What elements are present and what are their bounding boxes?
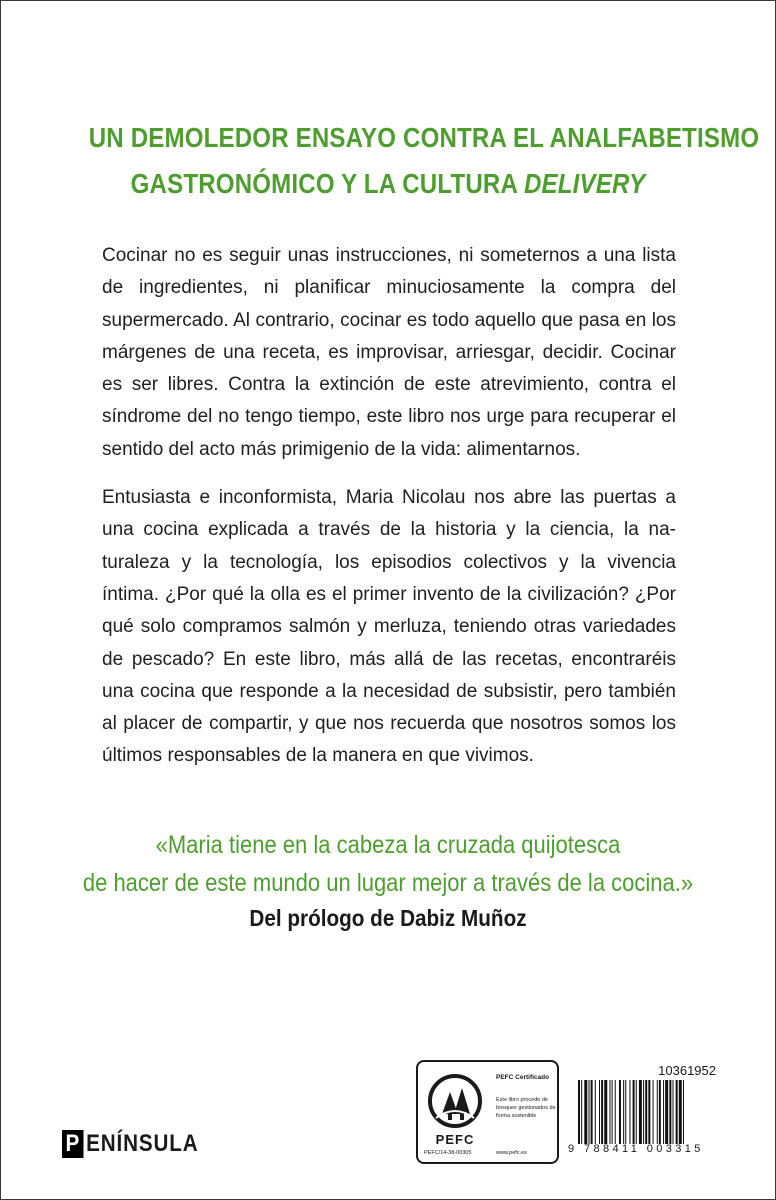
pefc-certified: PEFC Certificado xyxy=(496,1074,550,1081)
barcode-icon xyxy=(578,1080,716,1144)
headline xyxy=(88,115,760,207)
barcode-id: 10361952 xyxy=(658,1063,716,1078)
quote-line-1: «Maria tiene en la cabeza la cruzada quijotesca xyxy=(155,831,621,859)
publisher-logo-text: ENÍNSULA xyxy=(86,1130,199,1157)
publisher-logo xyxy=(62,1130,198,1158)
publisher-logo-initial: P xyxy=(62,1130,84,1158)
pefc-tree-icon xyxy=(428,1074,482,1128)
pefc-label xyxy=(416,1060,559,1164)
headline-line-2-text: GASTRONÓMICO Y LA CULTURA xyxy=(130,168,524,199)
barcode-digits: 9 788411 003315 xyxy=(568,1143,704,1155)
quote-attribution: Del prólogo de Dabiz Muñoz xyxy=(249,905,527,931)
synopsis-paragraph-1: Cocinar no es seguir unas instrucciones, ni someternos a una lista de ingredientes, ni planificar minuciosamente la compra del supermercado. Al contrario, cocinar es todo aquello que pasa en los márgenes de una receta, es improvisar, arriesgar, decidir. Cocinar es ser libres. Contra la extinción de este atrevimiento, contra el síndrome del no tengo tiempo, este libro nos urge para recuperar el sentido del acto más primigenio de la vida: alimentarnos. xyxy=(102,245,676,460)
synopsis xyxy=(102,240,676,789)
headline-line-2 xyxy=(89,161,688,207)
blurb-quote xyxy=(82,826,694,902)
headline-italic-word: DELIVERY xyxy=(523,168,646,199)
synopsis-paragraph-2: Entusiasta e inconformista, Maria Nicolau nos abre las puertas a una cocina explicada a través de la historia y la ciencia, la naturaleza y la tecnología, los episodios colectivos y la vivencia íntima. ¿Por qué la olla es el primer invento de la civilización? ¿Por qué solo compramos salmón y merluza, teniendo otras variedades de pescado? En este libro, más allá de las recetas, encontraréis una cocina que responde a la necesidad de subsistir, pero también al placer de compartir, y que nos recuerda que nosotros somos los últimos responsables de la manera en que vivimos. xyxy=(102,487,676,767)
pefc-code: PEFC/14-38-00305 xyxy=(424,1150,472,1156)
quote-line-2: de hacer de este mundo un lugar mejor a través de la cocina.» xyxy=(82,869,694,897)
pefc-description: Este libro procede de bosques gestionados de forma sostenible xyxy=(496,1097,556,1119)
pefc-url: www.pefc.es xyxy=(496,1150,527,1156)
pefc-name: PEFC xyxy=(435,1132,475,1147)
headline-line-1: UN DEMOLEDOR ENSAYO CONTRA EL ANALFABETISMO xyxy=(88,122,760,153)
